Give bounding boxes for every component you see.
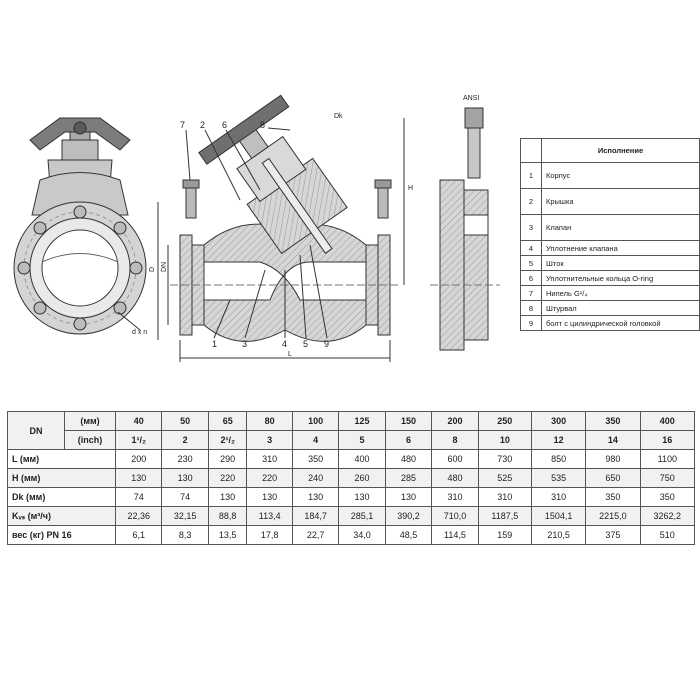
part-number: 7 xyxy=(521,286,542,301)
spec-cell: 650 xyxy=(586,469,640,488)
part-number: 4 xyxy=(521,241,542,256)
spec-cell: 22,36 xyxy=(116,507,162,526)
spec-cell: 350 xyxy=(640,488,694,507)
spec-row-label: Kᵥₛ (м³/ч) xyxy=(8,507,116,526)
spec-l-row xyxy=(8,450,695,469)
spec-cell: 480 xyxy=(385,450,431,469)
dim-dk-label: Dk xyxy=(334,113,343,120)
spec-cell: 375 xyxy=(586,526,640,545)
parts-header-title: Исполнение xyxy=(542,139,700,163)
part-name: Уплотнительные кольца O-ring xyxy=(542,271,700,286)
callout-5: 5 xyxy=(303,339,309,349)
side-view-drawing xyxy=(430,108,500,350)
part-name: Нипель G¹/₄ xyxy=(542,286,700,301)
spec-row-label: вес (кг) PN 16 xyxy=(8,526,116,545)
spec-cell: 480 xyxy=(432,469,478,488)
dn-inch-cell: 8 xyxy=(432,431,478,450)
dn-mm-cell: 65 xyxy=(208,412,247,431)
spec-cell: 230 xyxy=(162,450,208,469)
spec-cell: 980 xyxy=(586,450,640,469)
dn-inch-cell: 2¹/₂ xyxy=(208,431,247,450)
spec-kvs-row xyxy=(8,507,695,526)
spec-cell: 130 xyxy=(162,469,208,488)
dn-mm-cell: 50 xyxy=(162,412,208,431)
parts-header-num xyxy=(521,139,542,163)
callout-6: 6 xyxy=(222,120,228,130)
dn-inch-cell: 10 xyxy=(478,431,531,450)
spec-cell: 510 xyxy=(640,526,694,545)
spec-row-label: H (мм) xyxy=(8,469,116,488)
spec-cell: 850 xyxy=(531,450,585,469)
spec-cell: 730 xyxy=(478,450,531,469)
dn-inch-cell: 14 xyxy=(586,431,640,450)
parts-row xyxy=(521,271,700,286)
dim-d-label: D xyxy=(149,266,156,272)
spec-cell: 2215,0 xyxy=(586,507,640,526)
dn-mm-cell: 100 xyxy=(292,412,338,431)
spec-cell: 350 xyxy=(586,488,640,507)
dim-h-label: H xyxy=(408,185,414,192)
spec-cell: 750 xyxy=(640,469,694,488)
part-number: 9 xyxy=(521,316,542,331)
spec-dn-inch-row xyxy=(8,431,695,450)
spec-cell: 130 xyxy=(116,469,162,488)
spec-cell: 113,4 xyxy=(247,507,292,526)
part-number: 2 xyxy=(521,189,542,215)
end-view-drawing xyxy=(14,118,146,334)
spec-cell: 34,0 xyxy=(339,526,385,545)
parts-row xyxy=(521,301,700,316)
spec-cell: 1504,1 xyxy=(531,507,585,526)
spec-cell: 184,7 xyxy=(292,507,338,526)
bolt-label: d x n xyxy=(132,329,148,336)
spec-cell: 260 xyxy=(339,469,385,488)
spec-cell: 88,8 xyxy=(208,507,247,526)
spec-cell: 13,5 xyxy=(208,526,247,545)
parts-row xyxy=(521,163,700,189)
spec-cell: 210,5 xyxy=(531,526,585,545)
part-name: Крышка xyxy=(542,189,700,215)
part-number: 6 xyxy=(521,271,542,286)
spec-cell: 130 xyxy=(247,488,292,507)
spec-cell: 220 xyxy=(208,469,247,488)
spec-cell: 8,3 xyxy=(162,526,208,545)
spec-row-label: L (мм) xyxy=(8,450,116,469)
spec-h-row xyxy=(8,469,695,488)
spec-dk-row xyxy=(8,488,695,507)
parts-row xyxy=(521,286,700,301)
part-number: 8 xyxy=(521,301,542,316)
parts-row xyxy=(521,316,700,331)
spec-cell: 525 xyxy=(478,469,531,488)
part-number: 3 xyxy=(521,215,542,241)
dn-inch-cell: 1¹/₂ xyxy=(116,431,162,450)
callout-9: 9 xyxy=(324,339,330,349)
dn-mm-cell: 125 xyxy=(339,412,385,431)
part-number: 1 xyxy=(521,163,542,189)
dn-mm-cell: 250 xyxy=(478,412,531,431)
spec-cell: 32,15 xyxy=(162,507,208,526)
spec-row-label: Dk (мм) xyxy=(8,488,116,507)
dn-mm-cell: 80 xyxy=(247,412,292,431)
spec-cell: 310 xyxy=(432,488,478,507)
dn-inch-cell: 3 xyxy=(247,431,292,450)
spec-cell: 130 xyxy=(292,488,338,507)
dn-mm-cell: 40 xyxy=(116,412,162,431)
spec-cell: 310 xyxy=(531,488,585,507)
part-name: Шток xyxy=(542,256,700,271)
part-name: Уплотнение клапана xyxy=(542,241,700,256)
spec-cell: 535 xyxy=(531,469,585,488)
spec-cell: 1100 xyxy=(640,450,694,469)
dim-l-label: L xyxy=(288,351,292,358)
spec-cell: 200 xyxy=(116,450,162,469)
callout-4: 4 xyxy=(282,339,288,349)
spec-cell: 240 xyxy=(292,469,338,488)
part-name: Корпус xyxy=(542,163,700,189)
parts-row xyxy=(521,241,700,256)
callout-2: 2 xyxy=(200,120,206,130)
section-view-drawing xyxy=(158,95,404,362)
part-name: болт с цилиндрической головкой xyxy=(542,316,700,331)
dn-inch-cell: 16 xyxy=(640,431,694,450)
spec-cell: 22,7 xyxy=(292,526,338,545)
parts-table xyxy=(520,138,700,331)
dn-inch-cell: 12 xyxy=(531,431,585,450)
callout-3: 3 xyxy=(242,339,248,349)
spec-cell: 130 xyxy=(385,488,431,507)
spec-cell: 285 xyxy=(385,469,431,488)
spec-weight-row xyxy=(8,526,695,545)
dn-mm-cell: 150 xyxy=(385,412,431,431)
dn-mm-cell: 200 xyxy=(432,412,478,431)
dn-mm-cell: 350 xyxy=(586,412,640,431)
callout-7: 7 xyxy=(180,120,186,130)
parts-header-row xyxy=(521,139,700,163)
spec-cell: 350 xyxy=(292,450,338,469)
spec-cell: 130 xyxy=(339,488,385,507)
spec-cell: 6,1 xyxy=(116,526,162,545)
dim-dn-label: DN xyxy=(161,261,168,272)
spec-cell: 74 xyxy=(162,488,208,507)
spec-cell: 290 xyxy=(208,450,247,469)
part-number: 5 xyxy=(521,256,542,271)
dn-inch-unit: (inch) xyxy=(65,431,116,450)
spec-cell: 710,0 xyxy=(432,507,478,526)
dn-mm-cell: 400 xyxy=(640,412,694,431)
spec-table xyxy=(7,411,695,545)
spec-cell: 114,5 xyxy=(432,526,478,545)
spec-cell: 3262,2 xyxy=(640,507,694,526)
spec-cell: 1187,5 xyxy=(478,507,531,526)
part-name: Штурвал xyxy=(542,301,700,316)
spec-cell: 600 xyxy=(432,450,478,469)
parts-row xyxy=(521,256,700,271)
spec-dn-mm-row xyxy=(8,412,695,431)
spec-cell: 310 xyxy=(478,488,531,507)
dn-label: DN xyxy=(8,412,65,450)
dn-inch-cell: 6 xyxy=(385,431,431,450)
spec-cell: 159 xyxy=(478,526,531,545)
dn-inch-cell: 2 xyxy=(162,431,208,450)
spec-cell: 220 xyxy=(247,469,292,488)
callout-8: 8 xyxy=(260,120,266,130)
spec-cell: 17,8 xyxy=(247,526,292,545)
dn-inch-cell: 5 xyxy=(339,431,385,450)
part-name: Клапан xyxy=(542,215,700,241)
spec-cell: 390,2 xyxy=(385,507,431,526)
spec-cell: 310 xyxy=(247,450,292,469)
dn-mm-cell: 300 xyxy=(531,412,585,431)
dn-inch-cell: 4 xyxy=(292,431,338,450)
spec-cell: 285,1 xyxy=(339,507,385,526)
spec-cell: 400 xyxy=(339,450,385,469)
dn-mm-unit: (мм) xyxy=(65,412,116,431)
parts-row xyxy=(521,189,700,215)
parts-row xyxy=(521,215,700,241)
spec-cell: 130 xyxy=(208,488,247,507)
spec-cell: 74 xyxy=(116,488,162,507)
spec-cell: 48,5 xyxy=(385,526,431,545)
ansi-label: ANSI xyxy=(463,95,480,102)
callout-1: 1 xyxy=(212,339,218,349)
